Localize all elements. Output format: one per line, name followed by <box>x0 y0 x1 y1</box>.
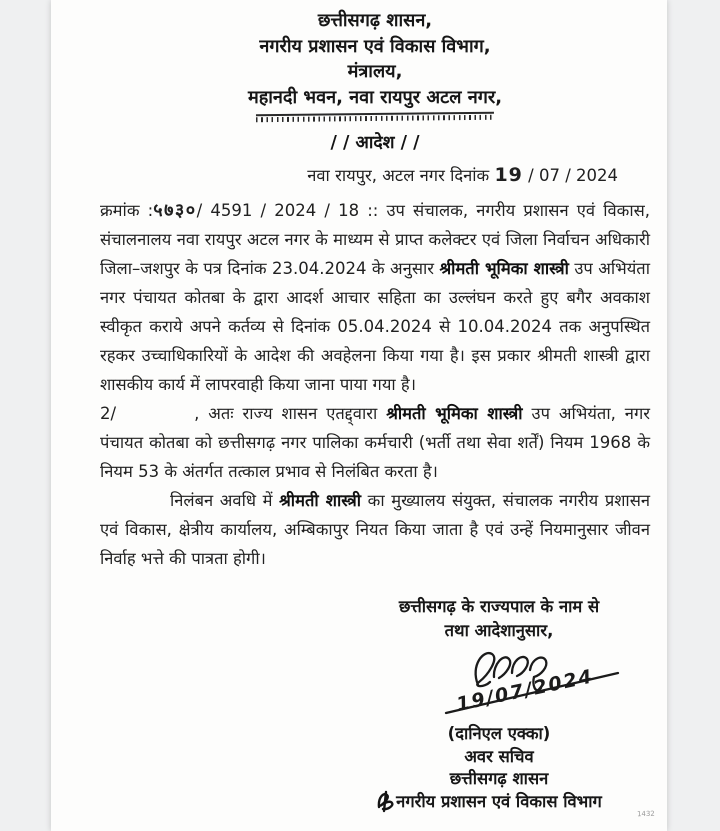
scanned-order-page <box>51 0 667 831</box>
signatory-department-line <box>348 791 650 814</box>
ink-initial-scribble-icon <box>374 789 398 813</box>
authority-line-1: छत्तीसगढ़ के राज्यपाल के नाम से <box>398 597 600 616</box>
signature-area <box>348 645 650 723</box>
printed-date-rest: / 07 / 2024 <box>522 166 618 185</box>
paragraph: 2/ , अतः राज्य शासन एतद्द्वारा श्रीमती भूमिका शास्त्री उप अभियंता, नगर पंचायत कोतबा को छत्तीसगढ़ नगर पालिका कर्मचारी (भर्ती तथा सेवा शर्तें) नियम 1968 के नियम 53 के अंतर्गत तत्काल प्रभाव से निलंबित करता है। <box>100 404 650 481</box>
department-name: नगरीय प्रशासन एवं विकास विभाग, <box>259 35 491 57</box>
paragraph: निलंबन अवधि में श्रीमती शास्त्री का मुख्यालय संयुक्त, संचालक नगरीय प्रशासन एवं विकास, क्षेत्रीय कार्यालय, अम्बिकापुर नियत किया जाता है एवं उन्हें नियमानुसार जीवन निर्वाह भत्ते की पात्रता होगी। <box>100 491 651 568</box>
signatory-designation: अवर सचिव <box>464 746 534 766</box>
authority-line-2: तथा आदेशानुसार, <box>444 621 554 640</box>
place-date-prefix: नवा रायपुर, अटल नगर दिनांक <box>307 166 495 185</box>
signatory-government: छत्तीसगढ़ शासन <box>449 769 549 788</box>
place-date-line <box>100 163 650 186</box>
signature-block <box>348 595 650 813</box>
paragraph: क्रमांक :५७३०/ 4591 / 2024 / 18 :: उप संचालक, नगरीय प्रशासन एवं विकास, संचालनालय नवा रायपुर अटल नगर के माध्यम से प्राप्त कलेक्टर एवं जिला निर्वाचन अधिकारी जिला–जशपुर के पत्र दिनांक 23.04.2024 के अनुसार श्रीमती भूमिका शास्त्री उप अभियंता नगर पंचायत कोतबा के द्वारा आदर्श आचार सहिता का उल्लंघन करते हुए बगैर अवकाश स्वीकृत कराये अपने कर्तव्य से दिनांक 05.04.2024 से 10.04.2024 तक अनुपस्थित रहकर उच्चाधिकारियों के आदेश की अवहेलना किया गया है। इस प्रकार श्रीमती शास्त्री द्वारा शासकीय कार्य में लापरवाही किया जाना पाया गया है। <box>100 200 650 394</box>
ministry-name: मंत्रालय, <box>347 61 403 82</box>
letterhead <box>100 8 650 121</box>
handwritten-day: 19 <box>494 164 523 186</box>
government-name: छत्तीसगढ़ शासन, <box>317 10 433 31</box>
order-title: / / आदेश / / <box>330 133 420 153</box>
signatory-department: नगरीय प्रशासन एवं विकास विभाग <box>396 791 602 811</box>
address-line: महानदी भवन, नवा रायपुर अटल नगर, <box>247 86 503 108</box>
signatory-name: (दानिएल एक्का) <box>447 724 551 743</box>
scan-micro-text: 1432 <box>636 809 655 819</box>
body-paragraphs <box>100 196 650 573</box>
separator-dashed-line <box>256 112 494 122</box>
signature-scribble-icon <box>440 645 635 721</box>
handwritten-signature-date: 19/07/2024 <box>454 665 596 716</box>
